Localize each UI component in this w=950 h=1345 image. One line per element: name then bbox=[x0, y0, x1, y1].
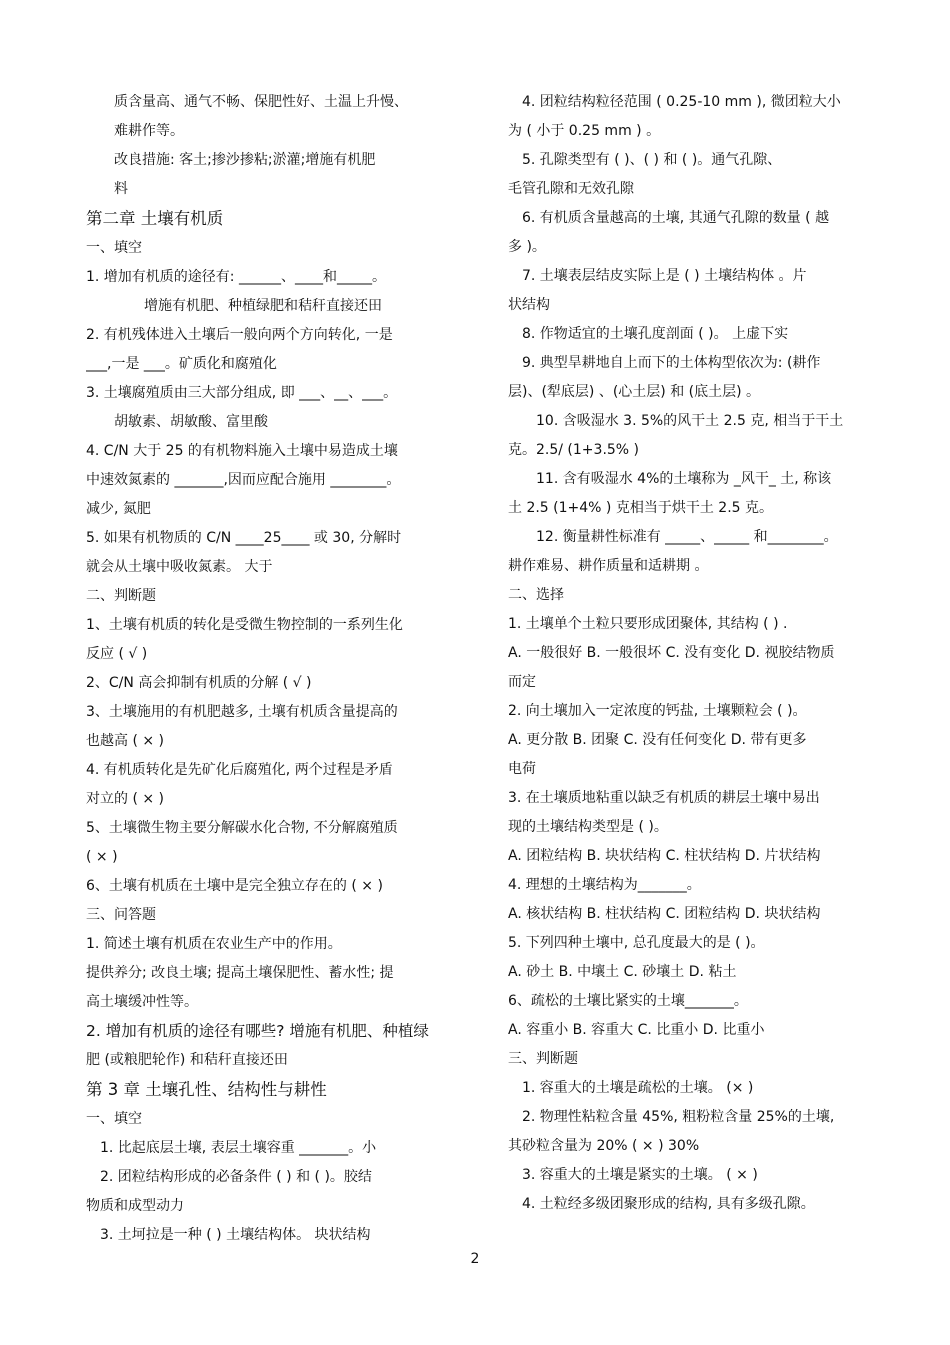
text-line: 肥 (或粮肥轮作) 和秸秆直接还田 bbox=[86, 1052, 288, 1068]
text-line: 土 2.5 (1+4% ) 克相当于烘干土 2.5 克。 bbox=[508, 500, 774, 516]
text-line: 2. 增加有机质的途径有哪些? 增施有机肥、种植绿 bbox=[86, 1022, 429, 1040]
text-line: 就会从土壤中吸收氮素。 大于 bbox=[86, 559, 273, 575]
text-line: 3、土壤施用的有机肥越多, 土壤有机质含量提高的 bbox=[86, 704, 398, 720]
text-line: 增施有机肥、种植绿肥和秸秆直接还田 bbox=[144, 298, 382, 314]
text-line: 1. 比起底层土壤, 表层土壤容重 _______。小 bbox=[100, 1140, 377, 1156]
text-line: 胡敏素、胡敏酸、富里酸 bbox=[114, 414, 268, 430]
text-line: 物质和成型动力 bbox=[86, 1198, 184, 1214]
text-line: 6. 有机质含量越高的土壤, 其通气孔隙的数量 ( 越 bbox=[522, 210, 830, 226]
text-line: 耕作难易、耕作质量和适耕期 。 bbox=[508, 558, 709, 574]
chapter-heading: 第 3 章 土壤孔性、结构性与耕性 bbox=[86, 1080, 327, 1099]
text-line: 1. 土壤单个土粒只要形成团聚体, 其结构 ( ) . bbox=[508, 616, 788, 632]
text-line: A. 团粒结构 B. 块状结构 C. 柱状结构 D. 片状结构 bbox=[508, 848, 821, 864]
text-line: 2. 团粒结构形成的必备条件 ( ) 和 ( )。胶结 bbox=[100, 1169, 372, 1185]
text-line: 8. 作物适宜的土壤孔度剖面 ( )。 上虚下实 bbox=[522, 326, 789, 342]
text-line: 2、C/N 高会抑制有机质的分解 ( √ ) bbox=[86, 675, 312, 691]
text-line: 也越高 ( × ) bbox=[86, 733, 165, 749]
text-line: 其砂粒含量为 20% ( × ) 30% bbox=[508, 1138, 700, 1154]
text-line: 二、判断题 bbox=[86, 588, 156, 604]
text-line: 1. 简述土壤有机质在农业生产中的作用。 bbox=[86, 936, 342, 952]
page-number: 2 bbox=[470, 1251, 480, 1267]
chapter-heading: 第二章 土壤有机质 bbox=[86, 209, 224, 228]
text-line: 减少, 氮肥 bbox=[86, 501, 151, 517]
text-line: 9. 典型旱耕地自上而下的土体构型依次为: (耕作 bbox=[522, 355, 821, 371]
text-line: 3. 容重大的土壤是紧实的土壤。 ( × ) bbox=[522, 1167, 758, 1183]
text-line: 5、土壤微生物主要分解碳水化合物, 不分解腐殖质 bbox=[86, 820, 398, 836]
text-line: 3. 土壤腐殖质由三大部分组成, 即 ___、__、___。 bbox=[86, 385, 398, 401]
text-line: ( × ) bbox=[86, 849, 118, 865]
text-line: 克。2.5/ (1+3.5% ) bbox=[508, 442, 640, 458]
text-line: 4. C/N 大于 25 的有机物料施入土壤中易造成土壤 bbox=[86, 443, 398, 459]
text-line: ___,一是 ___。矿质化和腐殖化 bbox=[86, 356, 277, 372]
text-line: 三、问答题 bbox=[86, 907, 156, 923]
right-column bbox=[508, 88, 900, 1219]
text-line: 中速效氮素的 _______,因而应配合施用 ________。 bbox=[86, 472, 401, 488]
text-line: 12. 衡量耕性标准有 _____、_____ 和________。 bbox=[536, 529, 838, 545]
text-line: 4. 理想的土壤结构为_______。 bbox=[508, 877, 701, 893]
text-line: 3. 在土壤质地粘重以缺乏有机质的耕层土壤中易出 bbox=[508, 790, 820, 806]
text-line: A. 更分散 B. 团聚 C. 没有任何变化 D. 带有更多 bbox=[508, 732, 807, 748]
text-line: 6、土壤有机质在土壤中是完全独立存在的 ( × ) bbox=[86, 878, 383, 894]
text-line: 1、土壤有机质的转化是受微生物控制的一系列生化 bbox=[86, 617, 403, 633]
text-line: 10. 含吸湿水 3. 5%的风干土 2.5 克, 相当于干土 bbox=[536, 413, 844, 429]
text-line: 一、填空 bbox=[86, 1111, 142, 1127]
text-line: A. 容重小 B. 容重大 C. 比重小 D. 比重小 bbox=[508, 1022, 765, 1038]
text-line: 高土壤缓冲性等。 bbox=[86, 994, 198, 1010]
text-line: 1. 容重大的土壤是疏松的土壤。 (× ) bbox=[522, 1080, 754, 1096]
text-line: 多 )。 bbox=[508, 239, 546, 255]
text-line: 改良措施: 客土;掺沙掺粘;淤灌;增施有机肥 bbox=[114, 152, 376, 168]
text-line: 状结构 bbox=[508, 297, 550, 313]
text-line: 二、选择 bbox=[508, 587, 564, 603]
text-line: 2. 物理性粘粒含量 45%, 粗粉粒含量 25%的土壤, bbox=[522, 1109, 835, 1125]
text-line: A. 砂土 B. 中壤土 C. 砂壤土 D. 粘土 bbox=[508, 964, 737, 980]
text-line: 5. 如果有机物质的 C/N ____25____ 或 30, 分解时 bbox=[86, 530, 402, 546]
text-line: A. 一般很好 B. 一般很坏 C. 没有变化 D. 视胶结物质 bbox=[508, 645, 835, 661]
text-line: 为 ( 小于 0.25 mm ) 。 bbox=[508, 123, 661, 139]
text-line: 2. 向土壤加入一定浓度的钙盐, 土壤颗粒会 ( )。 bbox=[508, 703, 807, 719]
text-line: 料 bbox=[114, 181, 128, 197]
text-line: 对立的 ( × ) bbox=[86, 791, 165, 807]
text-line: A. 核状结构 B. 柱状结构 C. 团粒结构 D. 块状结构 bbox=[508, 906, 821, 922]
text-line: 1. 增加有机质的途径有: ______、____和_____。 bbox=[86, 269, 386, 285]
text-line: 4. 有机质转化是先矿化后腐殖化, 两个过程是矛盾 bbox=[86, 762, 393, 778]
text-line: 4. 土粒经多级团聚形成的结构, 具有多级孔隙。 bbox=[522, 1196, 815, 1212]
text-line: 质含量高、通气不畅、保肥性好、土温上升慢、 bbox=[114, 94, 408, 110]
left-column bbox=[86, 88, 478, 1250]
text-line: 层)、(犁底层) 、(心土层) 和 (底土层) 。 bbox=[508, 384, 761, 400]
text-line: 5. 孔隙类型有 ( )、( ) 和 ( )。通气孔隙、 bbox=[522, 152, 782, 168]
text-line: 7. 土壤表层结皮实际上是 ( ) 土壤结构体 。片 bbox=[522, 268, 807, 284]
text-line: 5. 下列四种土壤中, 总孔度最大的是 ( )。 bbox=[508, 935, 765, 951]
text-line: 难耕作等。 bbox=[114, 123, 184, 139]
text-line: 反应 ( √ ) bbox=[86, 646, 148, 662]
text-line: 电荷 bbox=[508, 761, 536, 777]
text-line: 11. 含有吸湿水 4%的土壤称为 _风干_ 土, 称该 bbox=[536, 471, 832, 487]
text-line: 毛管孔隙和无效孔隙 bbox=[508, 181, 634, 197]
text-line: 一、填空 bbox=[86, 240, 142, 256]
text-line: 3. 土坷拉是一种 ( ) 土壤结构体。 块状结构 bbox=[100, 1227, 371, 1243]
text-line: 而定 bbox=[508, 674, 536, 690]
text-line: 4. 团粒结构粒径范围 ( 0.25-10 mm ), 微团粒大小 bbox=[522, 94, 841, 110]
text-line: 三、判断题 bbox=[508, 1051, 578, 1067]
text-line: 2. 有机残体进入土壤后一般向两个方向转化, 一是 bbox=[86, 327, 393, 343]
text-line: 提供养分; 改良土壤; 提高土壤保肥性、蓄水性; 提 bbox=[86, 965, 394, 981]
text-line: 6、疏松的土壤比紧实的土壤_______。 bbox=[508, 993, 748, 1009]
text-line: 现的土壤结构类型是 ( )。 bbox=[508, 819, 668, 835]
